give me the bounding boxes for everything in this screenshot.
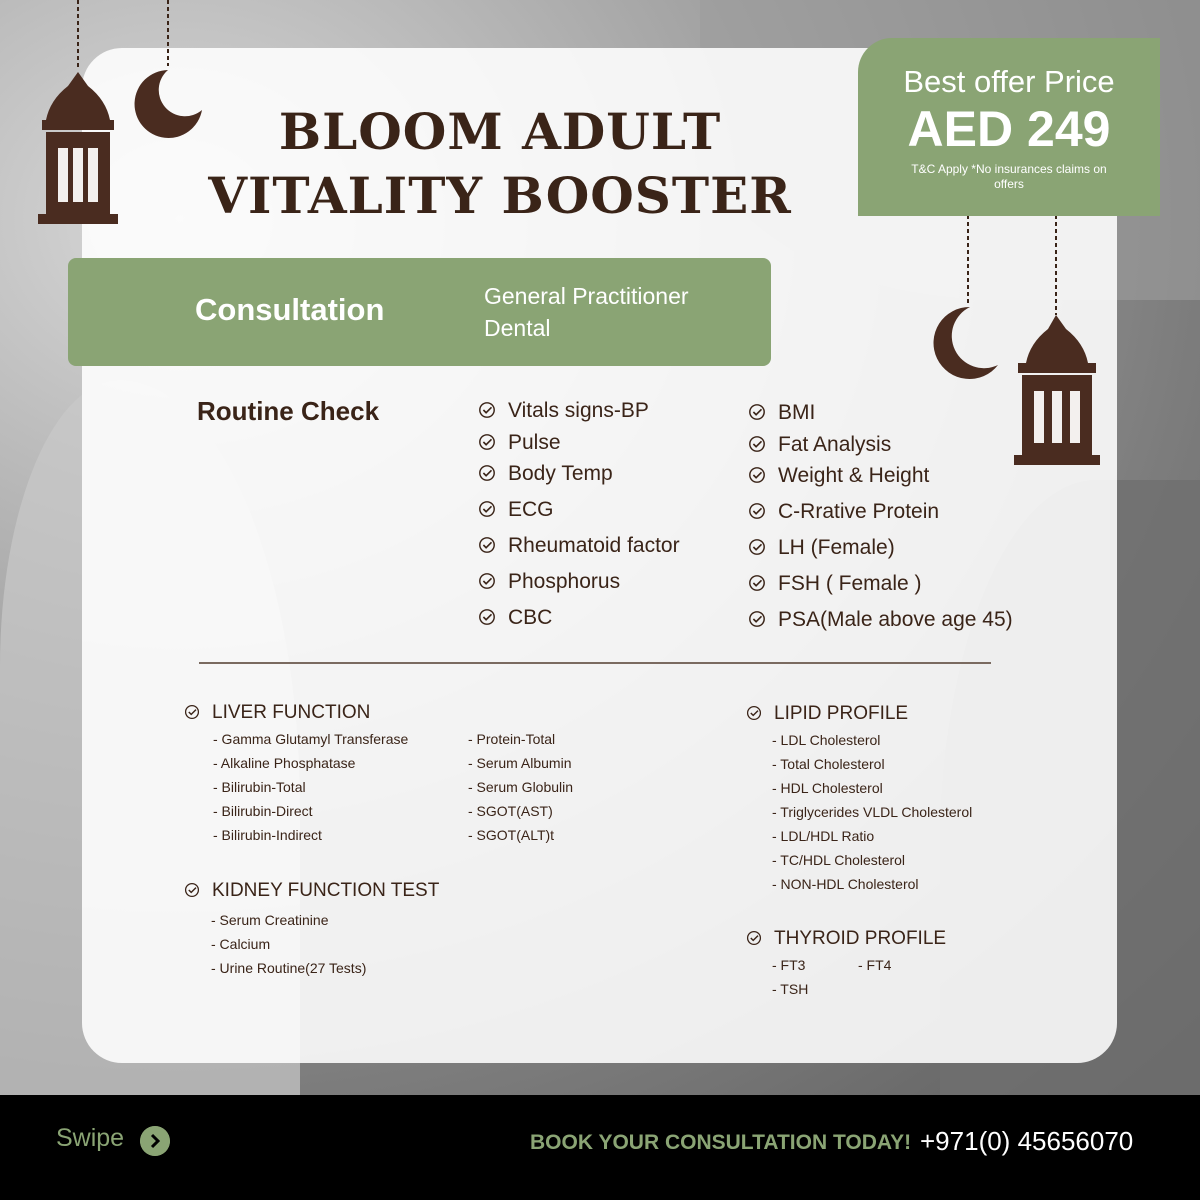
check-circle-icon <box>478 608 496 626</box>
check-circle-icon <box>478 464 496 482</box>
routine-check-item <box>748 464 929 488</box>
routine-check-item-label: PSA(Male above age 45) <box>778 608 1013 631</box>
consultation-value: Dental <box>484 315 551 341</box>
check-circle-icon <box>478 500 496 518</box>
routine-check-item <box>748 401 815 425</box>
check-circle-icon <box>748 403 766 421</box>
check-circle-icon <box>748 466 766 484</box>
check-circle-icon <box>746 930 762 946</box>
chevron-right-icon[interactable] <box>140 1126 170 1156</box>
routine-check-item-label: ECG <box>508 498 554 521</box>
thyroid-profile-heading <box>746 928 946 950</box>
offer-badge <box>858 38 1160 216</box>
test-list-item: - Bilirubin-Direct <box>213 803 313 819</box>
check-circle-icon <box>748 435 766 453</box>
test-list-item: - Total Cholesterol <box>772 756 885 772</box>
liver-function-list-2 <box>468 727 573 847</box>
test-list-item: - Calcium <box>211 936 271 952</box>
test-list-item: - Gamma Glutamyl Transferase <box>213 731 409 747</box>
routine-check-item-label: Weight & Height <box>778 464 930 487</box>
offer-label: Best offer Price <box>903 64 1115 99</box>
thyroid-profile-title: THYROID PROFILE <box>774 928 947 949</box>
routine-check-item <box>748 433 891 457</box>
kidney-function-heading <box>184 880 439 902</box>
routine-check-item <box>748 572 922 596</box>
test-list-item: - LDL/HDL Ratio <box>772 828 875 844</box>
check-circle-icon <box>746 705 762 721</box>
test-list-item: - Alkaline Phosphatase <box>213 755 356 771</box>
routine-check-item-label: Body Temp <box>508 462 613 485</box>
test-list-item: - SGOT(AST) <box>468 803 553 819</box>
routine-check-item <box>478 431 561 455</box>
consultation-value: General Practitioner <box>484 283 689 309</box>
routine-check-item-label: LH (Female) <box>778 536 895 559</box>
section-divider <box>199 662 991 664</box>
phone-number[interactable]: +971(0) 45656070 <box>920 1126 1134 1156</box>
crescent-right-icon <box>920 215 1010 385</box>
lipid-profile-title: LIPID PROFILE <box>774 703 909 724</box>
check-circle-icon <box>478 536 496 554</box>
test-list-item: - Protein-Total <box>468 731 556 747</box>
thyroid-item: - TSH <box>772 981 809 997</box>
check-circle-icon <box>748 538 766 556</box>
routine-check-item <box>478 462 613 486</box>
test-list-item: - SGOT(ALT)t <box>468 827 555 843</box>
check-circle-icon <box>748 574 766 592</box>
test-list-item: - Serum Creatinine <box>211 912 329 928</box>
test-list-item: - LDL Cholesterol <box>772 732 881 748</box>
check-circle-icon <box>748 502 766 520</box>
routine-check-item-label: Pulse <box>508 431 561 454</box>
routine-check-item-label: Phosphorus <box>508 570 621 593</box>
offer-price: AED 249 <box>907 101 1111 157</box>
consultation-values <box>484 280 689 344</box>
test-list-item: - Bilirubin-Total <box>213 779 306 795</box>
routine-check-item-label: Fat Analysis <box>778 433 892 456</box>
consultation-banner <box>68 258 771 366</box>
kidney-function-list <box>211 908 366 980</box>
lipid-profile-list <box>772 728 972 896</box>
test-list-item: - HDL Cholesterol <box>772 780 883 796</box>
routine-check-item-label: FSH ( Female ) <box>778 572 922 595</box>
routine-check-heading: Routine Check <box>197 396 380 426</box>
test-list-item: - Triglycerides VLDL Cholesterol <box>772 804 973 820</box>
routine-check-item-label: Rheumatoid factor <box>508 534 680 557</box>
liver-function-list-1 <box>213 727 408 847</box>
routine-check-item-label: C-Rrative Protein <box>778 500 940 523</box>
test-list-item: - NON-HDL Cholesterol <box>772 876 919 892</box>
thyroid-item: - FT3 <box>772 957 806 973</box>
title-line-1: BLOOM ADULT <box>278 102 722 161</box>
routine-check-item <box>478 534 680 558</box>
routine-check-item-label: BMI <box>778 401 816 424</box>
liver-function-heading <box>184 702 370 724</box>
test-list-item: - Bilirubin-Indirect <box>213 827 322 843</box>
routine-check-item <box>478 570 620 594</box>
thyroid-item: - FT4 <box>858 957 892 973</box>
routine-check-item <box>748 608 1013 632</box>
routine-check-item <box>748 500 939 524</box>
routine-check-item-label: Vitals signs-BP <box>508 399 649 422</box>
title-line-2: VITALITY BOOSTER <box>208 166 792 225</box>
consultation-label: Consultation <box>195 292 385 327</box>
routine-check-item <box>748 536 895 560</box>
kidney-function-title: KIDNEY FUNCTION TEST <box>212 880 440 901</box>
lantern-left-icon <box>30 0 130 240</box>
lipid-profile-heading <box>746 703 908 725</box>
swipe-label[interactable]: Swipe <box>56 1124 125 1152</box>
check-circle-icon <box>478 401 496 419</box>
test-list-item: - Serum Globulin <box>468 779 574 795</box>
test-list-item: - TC/HDL Cholesterol <box>772 852 906 868</box>
liver-function-title: LIVER FUNCTION <box>212 702 371 723</box>
page-title <box>150 100 850 228</box>
lantern-right-icon <box>1008 215 1108 475</box>
check-circle-icon <box>478 433 496 451</box>
check-circle-icon <box>184 882 200 898</box>
check-circle-icon <box>478 572 496 590</box>
routine-check-item <box>478 498 554 522</box>
routine-check-item <box>478 606 552 630</box>
book-consultation-cta[interactable]: BOOK YOUR CONSULTATION TODAY! <box>530 1131 912 1154</box>
offer-terms: T&C Apply *No insurances claims on offers <box>911 162 1107 191</box>
test-list-item: - Serum Albumin <box>468 755 572 771</box>
test-list-item: - Urine Routine(27 Tests) <box>211 960 367 976</box>
check-circle-icon <box>748 610 766 628</box>
check-circle-icon <box>184 704 200 720</box>
routine-check-item <box>478 399 649 423</box>
routine-check-item-label: CBC <box>508 606 553 629</box>
